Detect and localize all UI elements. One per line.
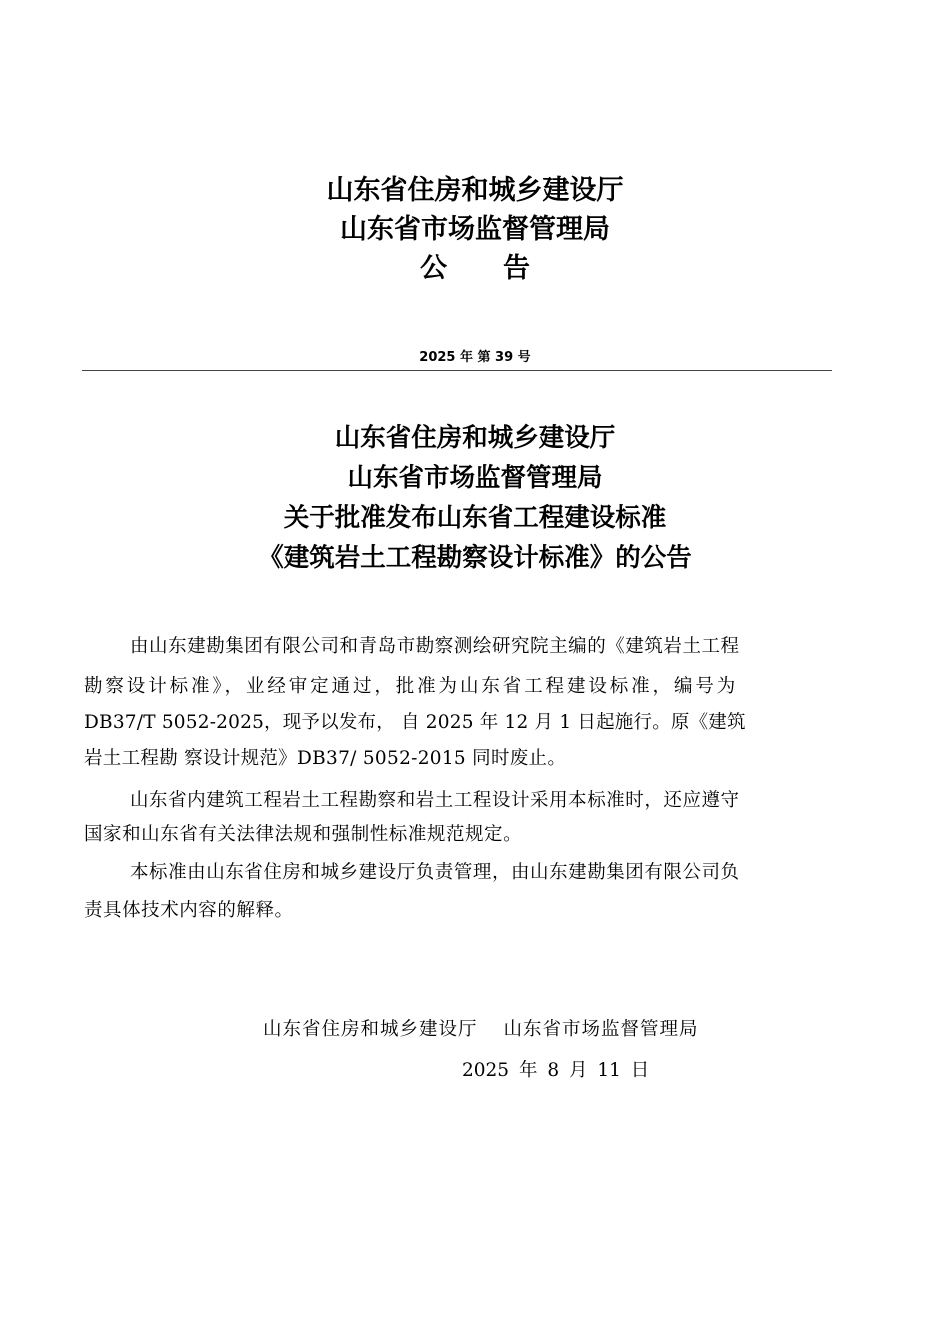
signature-issuers — [263, 1017, 699, 1043]
title-line-4: 《建筑岩土工程勘察设计标准》的公告 — [258, 543, 692, 573]
header-divider — [82, 370, 832, 371]
body-line: 由山东建勘集团有限公司和青岛市勘察测绘研究院主编的《建筑岩土工程 — [130, 636, 740, 657]
header-issuer-1: 山东省住房和城乡建设厅 — [326, 175, 624, 206]
title-line-3: 关于批准发布山东省工程建设标准 — [283, 503, 667, 533]
body-line: 本标准由山东省住房和城乡建设厅负责管理，由山东建勘集团有限公司负 — [130, 862, 740, 883]
title-line-1: 山东省住房和城乡建设厅 — [334, 423, 616, 453]
document-number: 2025 年 第 39 号 — [419, 350, 531, 365]
signature-issuer-2: 山东省市场监督管理局 — [503, 1019, 699, 1040]
body-line: 勘察设计标准》，业经审定通过，批准为山东省工程建设标准，编号为 — [84, 676, 739, 697]
body-line: 责具体技术内容的解释。 — [84, 900, 294, 921]
doc-type-char-2: 告 — [503, 253, 530, 284]
signature-issuer-1: 山东省住房和城乡建设厅 — [263, 1019, 478, 1040]
body-line: 山东省内建筑工程岩土工程勘察和岩土工程设计采用本标准时，还应遵守 — [130, 790, 740, 811]
header-issuer-2: 山东省市场监督管理局 — [340, 214, 610, 245]
body-line: DB37/T 5052-2025，现予以发布， 自 2025 年 12 月 1 日起施行。原《建筑 — [84, 712, 746, 733]
header-doc-type — [0, 250, 950, 288]
body-line: 岩土工程勘 察设计规范》DB37/ 5052-2015 同时废止。 — [84, 748, 567, 769]
body-line: 国家和山东省有关法律法规和强制性标准规范规定。 — [84, 824, 523, 845]
doc-type-char-1: 公 — [420, 253, 447, 284]
title-line-2: 山东省市场监督管理局 — [347, 463, 603, 493]
signature-date: 2025 年 8 月 11 日 — [462, 1060, 650, 1081]
